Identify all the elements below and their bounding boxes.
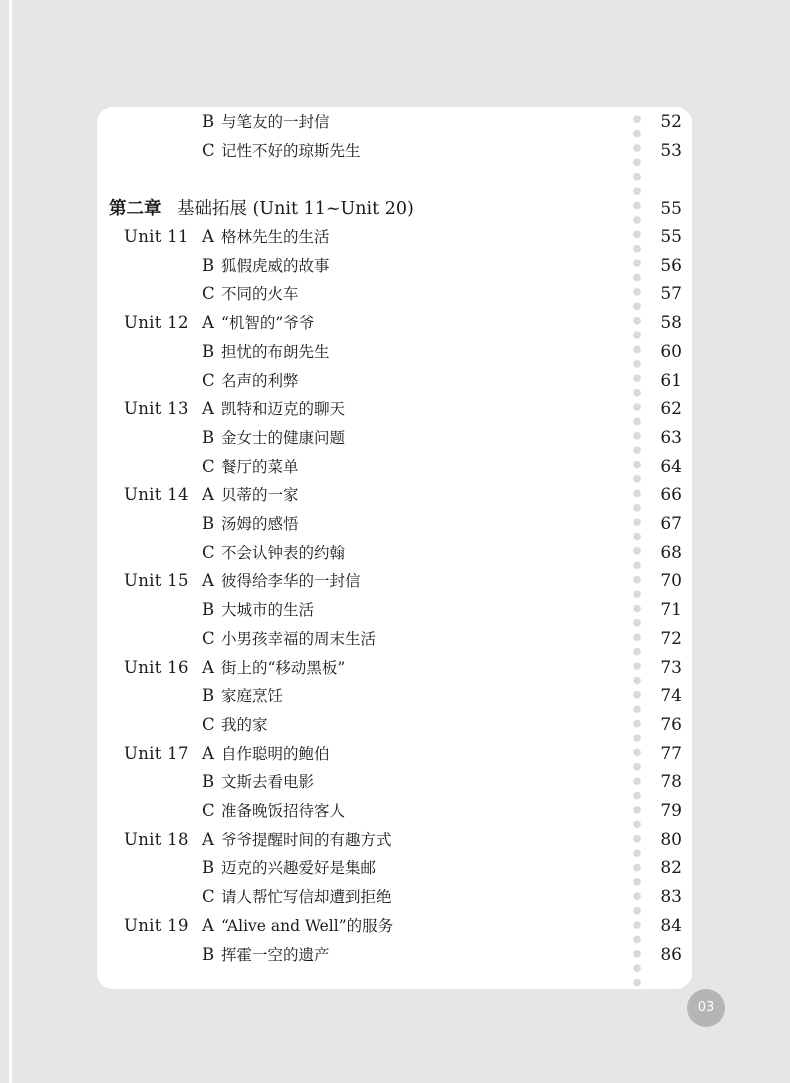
unit-label: Unit 14: [124, 485, 189, 505]
section-letter: A: [202, 915, 214, 935]
unit-label: Unit 15: [124, 571, 189, 591]
section-letter: C: [202, 141, 215, 160]
toc-row[interactable]: [97, 108, 692, 136]
toc-row[interactable]: [97, 453, 692, 481]
page-number: 64: [660, 456, 682, 477]
toc-row[interactable]: [97, 912, 692, 940]
page-number: 86: [660, 944, 682, 965]
page-number: 70: [660, 571, 682, 592]
toc-row[interactable]: [97, 596, 692, 624]
page-number: 67: [660, 514, 682, 534]
page-number: 73: [660, 657, 682, 678]
section-letter: A: [202, 657, 214, 677]
section-letter: A: [202, 571, 214, 591]
unit-label: Unit 12: [124, 313, 189, 333]
entry-title: 爷爷提醒时间的有趣方式: [221, 830, 392, 849]
entry-title: 金女士的健康问题: [221, 428, 346, 447]
section-letter: B: [202, 255, 215, 275]
section-letter: C: [202, 284, 215, 304]
section-letter: B: [202, 686, 215, 706]
toc-row[interactable]: [97, 338, 692, 366]
section-letter: C: [202, 887, 215, 907]
section-letter: A: [202, 227, 214, 246]
entry-title: 挥霍一空的遗产: [221, 945, 330, 964]
entry-title: 记性不好的琼斯先生: [221, 142, 361, 160]
section-letter: B: [202, 112, 215, 131]
section-letter: C: [202, 370, 215, 390]
page-number: 80: [660, 829, 682, 850]
page-number: 58: [660, 313, 682, 334]
toc-row[interactable]: [97, 883, 692, 911]
page-number: 66: [660, 485, 682, 506]
toc-row[interactable]: [97, 567, 692, 595]
page-number: 57: [660, 284, 682, 305]
page-number: 68: [660, 542, 682, 563]
toc-row[interactable]: [97, 682, 692, 710]
page-number-badge: 03: [687, 989, 725, 1027]
entry-title: 不会认钟表的约翰: [221, 543, 346, 562]
toc-row[interactable]: [97, 539, 692, 567]
toc-row[interactable]: [97, 223, 692, 251]
page-number: 83: [660, 887, 682, 908]
unit-label: Unit 16: [124, 657, 189, 677]
page-number: 84: [660, 915, 682, 936]
entry-title: 汤姆的感悟: [221, 515, 299, 533]
section-letter: B: [202, 772, 215, 792]
unit-label: Unit 13: [124, 399, 189, 419]
toc-row[interactable]: [97, 367, 692, 395]
toc-row[interactable]: [97, 826, 692, 854]
page-number: 76: [660, 714, 682, 735]
section-letter: B: [202, 514, 215, 533]
section-letter: C: [202, 456, 215, 476]
toc-row[interactable]: [97, 395, 692, 423]
entry-title: 凯特和迈克的聊天: [221, 400, 346, 419]
chapter-label: 第二章: [109, 199, 162, 219]
toc-row[interactable]: [97, 510, 692, 538]
page-number: 55: [660, 227, 682, 247]
entry-title: 贝蒂的一家: [221, 486, 299, 505]
page-number: 63: [660, 427, 682, 448]
entry-title: 格林先生的生活: [221, 228, 330, 246]
section-letter: B: [202, 427, 215, 447]
entry-title: “机智的”爷爷: [221, 314, 315, 333]
entry-title: 不同的火车: [221, 285, 299, 304]
unit-label: Unit 17: [124, 743, 189, 763]
section-letter: B: [202, 944, 215, 964]
page-number: 82: [660, 858, 682, 879]
section-letter: C: [202, 542, 215, 562]
unit-label: Unit 18: [124, 829, 189, 849]
page-number: 55: [660, 199, 682, 219]
toc-row[interactable]: [97, 481, 692, 509]
entry-title: 文斯去看电影: [221, 773, 315, 792]
chapter-title: 基础拓展 (Unit 11~Unit 20): [177, 199, 414, 219]
section-letter: A: [202, 829, 214, 849]
toc-row[interactable]: [97, 654, 692, 682]
section-letter: C: [202, 628, 215, 648]
unit-label: Unit 19: [124, 915, 189, 935]
section-letter: C: [202, 801, 215, 820]
entry-title: 餐厅的菜单: [221, 457, 299, 476]
left-edge-rule: [9, 0, 12, 1083]
page-number: 72: [660, 628, 682, 649]
toc-row[interactable]: [97, 625, 692, 653]
toc-row[interactable]: [97, 137, 692, 165]
page-number: 77: [660, 743, 682, 764]
toc-row[interactable]: [97, 280, 692, 308]
entry-title: 请人帮忙写信却遭到拒绝: [221, 888, 392, 907]
section-letter: B: [202, 341, 215, 361]
page-number: 60: [660, 341, 682, 362]
entry-title: 准备晚饭招待客人: [221, 802, 346, 820]
entry-title: 小男孩幸福的周末生活: [221, 629, 377, 648]
section-letter: A: [202, 743, 214, 763]
toc-row[interactable]: [97, 941, 692, 969]
page-number: 53: [660, 141, 682, 161]
toc-row[interactable]: [97, 252, 692, 280]
entry-title: 担忧的布朗先生: [221, 342, 330, 361]
page-number: 62: [660, 399, 682, 420]
entry-title: 家庭烹饪: [221, 687, 284, 706]
toc-row[interactable]: [97, 424, 692, 452]
page-number: 52: [660, 112, 682, 132]
unit-label: Unit 11: [124, 227, 189, 246]
page-number: 79: [660, 801, 682, 821]
toc-row[interactable]: [97, 309, 692, 337]
section-letter: A: [202, 399, 214, 419]
section-letter: B: [202, 858, 215, 878]
page-number: 71: [660, 600, 682, 621]
entry-title: 狐假虎威的故事: [221, 256, 330, 275]
page-number: 56: [660, 255, 682, 276]
toc-row[interactable]: [97, 711, 692, 739]
entry-title: 名声的利弊: [221, 371, 299, 390]
entry-title: 我的家: [221, 715, 268, 734]
toc-row[interactable]: [97, 797, 692, 825]
entry-title: 彼得给李华的一封信: [221, 572, 361, 591]
toc-row[interactable]: [97, 740, 692, 768]
entry-title: “Alive and Well”的服务: [221, 916, 394, 935]
toc-row[interactable]: [97, 768, 692, 796]
entry-title: 街上的“移动黑板”: [221, 658, 346, 677]
section-letter: B: [202, 600, 215, 620]
section-letter: C: [202, 714, 215, 734]
page-number: 74: [660, 686, 682, 707]
page-number: 78: [660, 772, 682, 793]
entry-title: 与笔友的一封信: [221, 113, 330, 131]
entry-title: 迈克的兴趣爱好是集邮: [221, 859, 377, 878]
toc-row[interactable]: [97, 854, 692, 882]
entry-title: 自作聪明的鲍伯: [221, 744, 330, 763]
chapter-row[interactable]: [97, 195, 692, 223]
entry-title: 大城市的生活: [221, 601, 315, 620]
page-number: 61: [660, 370, 682, 391]
section-letter: A: [202, 485, 214, 505]
section-letter: A: [202, 313, 214, 333]
